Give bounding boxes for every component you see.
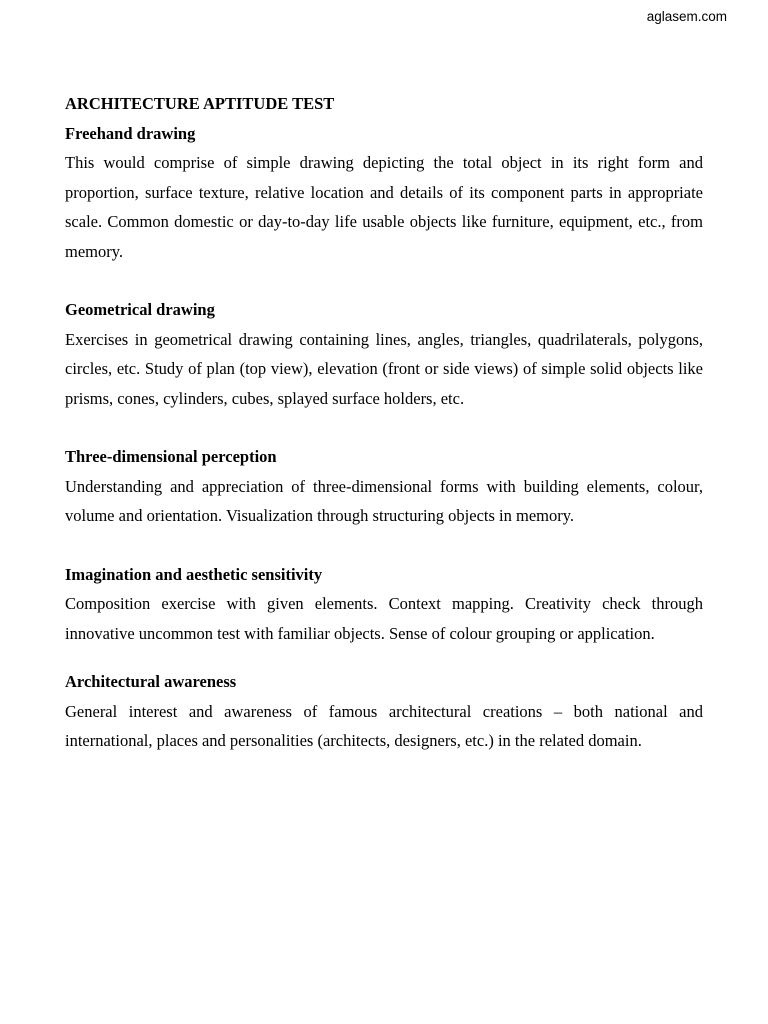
section-heading: Freehand drawing — [65, 123, 196, 143]
document-title: ARCHITECTURE APTITUDE TEST — [65, 94, 335, 113]
section-geometrical-drawing — [65, 295, 703, 413]
section-paragraph: This would comprise of simple drawing depicting the total object in its right form and proportion, surface texture, relative location and details of its component parts in appropriate scale. Common domestic or day-to-day life usable objects like furniture, equipment, etc., from memory. — [65, 153, 703, 261]
section-paragraph: Exercises in geometrical drawing containing lines, angles, triangles, quadrilaterals, polygons, circles, etc. Study of plan (top view), elevation (front or side views) of simple solid objects like prisms, cones, cylinders, cubes, splayed surface holders, etc. — [65, 329, 703, 408]
section-paragraph: Understanding and appreciation of three-dimensional forms with building elements, colour, volume and orientation. Visualization through structuring objects in memory. — [65, 476, 703, 525]
document-body — [65, 89, 703, 756]
section-paragraph: General interest and awareness of famous architectural creations – both national and international, places and personalities (architects, designers, etc.) in the related domain. — [65, 701, 703, 750]
section-freehand-drawing — [65, 119, 703, 267]
section-spacer — [65, 266, 703, 295]
section-heading: Geometrical drawing — [65, 300, 215, 319]
section-heading: Three-dimensional perception — [65, 447, 277, 466]
section-heading: Architectural awareness — [65, 672, 237, 691]
section-three-dimensional-perception — [65, 442, 703, 531]
section-spacer — [65, 413, 703, 442]
section-heading: Imagination and aesthetic sensitivity — [65, 564, 323, 584]
section-paragraph: Composition exercise with given elements. Context mapping. Creativity check through innovative uncommon test with familiar objects. Sense of colour grouping or application. — [65, 594, 703, 643]
section-spacer — [65, 531, 703, 560]
section-spacer — [65, 648, 703, 667]
site-watermark: aglasem.com — [646, 9, 727, 24]
section-architectural-awareness — [65, 667, 703, 756]
section-imagination-aesthetic-sensitivity — [65, 560, 703, 649]
